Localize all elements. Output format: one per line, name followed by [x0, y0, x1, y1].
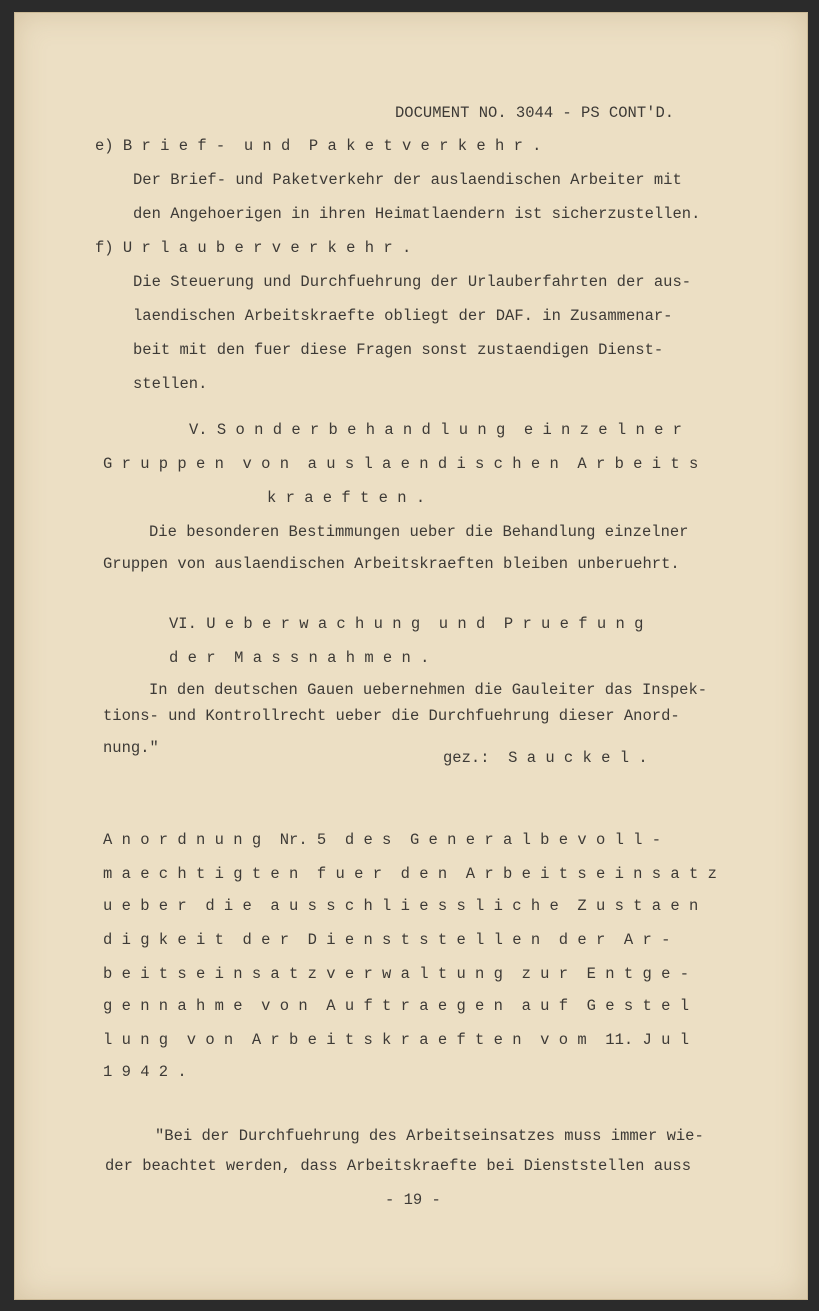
section-6-title: VI. U e b e r w a c h u n g u n d P r u e f u n g	[169, 615, 644, 633]
section-e-line: Der Brief- und Paketverkehr der auslaendischen Arbeiter mit	[133, 171, 682, 189]
order-title: A n o r d n u n g Nr. 5 d e s G e n e r a l b e v o l l -	[103, 831, 662, 849]
section-e-line: den Angehoerigen in ihren Heimatlaendern ist sicherzustellen.	[133, 205, 701, 223]
order-title: b e i t s e i n s a t z v e r w a l t u n g z u r E n t g e -	[103, 965, 689, 983]
document-header: DOCUMENT NO. 3044 - PS CONT'D.	[395, 104, 675, 122]
order-title: d i g k e i t d e r D i e n s t s t e l l e n d e r A r -	[103, 931, 671, 949]
order-title: u e b e r d i e a u s s c h l i e s s l i c h e Z u s t a e n	[103, 897, 699, 915]
section-5-title: k r a e f t e n .	[267, 489, 426, 507]
document-page	[14, 12, 808, 1300]
order-title: l u n g v o n A r b e i t s k r a e f t e n v o m 11. J u l	[103, 1031, 689, 1049]
section-6-line: In den deutschen Gauen uebernehmen die Gauleiter das Inspek-	[149, 681, 708, 699]
section-6-line: nung."	[103, 739, 159, 757]
section-f-line: Die Steuerung und Durchfuehrung der Urlauberfahrten der aus-	[133, 273, 692, 291]
order-body-line: "Bei der Durchfuehrung des Arbeitseinsatzes muss immer wie-	[155, 1127, 704, 1145]
section-f-line: laendischen Arbeitskraefte obliegt der DAF. in Zusammenar-	[133, 307, 673, 325]
signature: gez.: S a u c k e l .	[443, 749, 648, 767]
section-f-line: stellen.	[133, 375, 208, 393]
section-5-line: Gruppen von auslaendischen Arbeitskraeften bleiben unberuehrt.	[103, 555, 680, 573]
order-title: 1 9 4 2 .	[103, 1063, 187, 1081]
order-title: g e n n a h m e v o n A u f t r a e g e n a u f G e s t e l	[103, 997, 689, 1015]
section-e-title: e) B r i e f - u n d P a k e t v e r k e h r .	[95, 137, 542, 155]
page-number: - 19 -	[385, 1191, 441, 1209]
order-title: m a e c h t i g t e n f u e r d e n A r b e i t s e i n s a t z	[103, 865, 717, 883]
order-body-line: der beachtet werden, dass Arbeitskraefte bei Dienststellen auss	[105, 1157, 691, 1175]
section-5-title: G r u p p e n v o n a u s l a e n d i s c h e n A r b e i t s	[103, 455, 699, 473]
section-5-line: Die besonderen Bestimmungen ueber die Behandlung einzelner	[149, 523, 689, 541]
section-6-title: d e r M a s s n a h m e n .	[169, 649, 430, 667]
section-5-title: V. S o n d e r b e h a n d l u n g e i n z e l n e r	[189, 421, 682, 439]
section-6-line: tions- und Kontrollrecht ueber die Durchfuehrung dieser Anord-	[103, 707, 680, 725]
section-f-line: beit mit den fuer diese Fragen sonst zustaendigen Dienst-	[133, 341, 664, 359]
section-f-title: f) U r l a u b e r v e r k e h r .	[95, 239, 412, 257]
